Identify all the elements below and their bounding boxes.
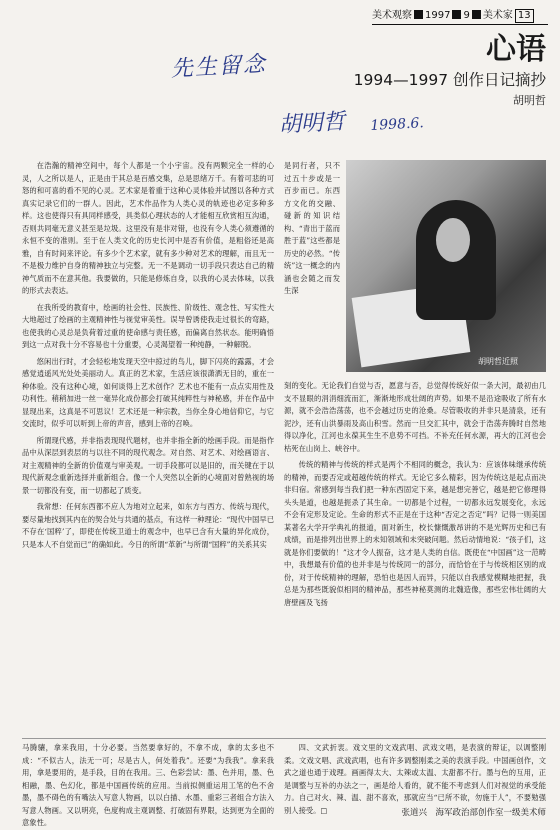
author-photo [346, 160, 546, 372]
header-strip [372, 8, 548, 24]
body-column-narrow [284, 160, 340, 378]
paragraph: 我常想：任何东西都不应人为地对立起来，如东方与西方、传统与现代，要尽量地找到其内在的契合处与共通的基点，有这样一种理论：“现代中国早已不存在‘国粹’了，即使在传统卫道士的观念中，也早已含有大量的异化成份，只是本人不自觉而已”的确如此。今日的所谓“革新”与所谓“国粹”的关系其实 [22, 502, 274, 549]
paragraph: 在我所受的教育中，绘画的社会性、民族性、阶级性、观念性、写实性大大地超过了绘画的主观精神性与视觉审美性。误导曾诱使我走过很长的弯路，也使我的心灵总是负荷着过重的使命感与责任感，而偏离自然状态。能明确悟到这一点对我十分不容易也十分重要，心灵渴望着一种纯静，一种解脱。 [22, 302, 274, 349]
handwritten-signature: 胡明哲 [278, 109, 346, 138]
second-article-left [22, 742, 274, 827]
magazine-name: 美术观察 [372, 10, 412, 21]
header-divider [372, 24, 548, 25]
paragraph: 是同行者，只不过五十步或是一百步而已。东西方文化的交融、碰新的知识结构、“青出于蓝而胜于蓝”这些都是历史的必然。“传统”这一概念的内涵也会随之而发生深 [284, 161, 340, 295]
square-bullet-icon [472, 10, 481, 19]
photo-caption: 胡明哲近照 [478, 357, 518, 366]
handwritten-dedication: 先生留念 [170, 51, 268, 82]
paragraph: 所谓现代感，并非指表现现代题材，也并非指全新的绘画手段。而是指作品中从深层到表层的与以往不同的现代观念。对自然、对艺术、对绘画语言、对主观精神的全新的价值观与审美观。一切手段都可以是旧的，而关键在于以现代新观念重新选择并重新组合。像一个人突然以全新的心境面对曾熟视的场景一切都没有变，而一切都起了质变。 [22, 435, 274, 495]
paragraph: 悠闲出行时，才会轻松地发现天空中掠过的鸟儿，脚下闪亮的露露，才会感觉逍遥风光处处美丽动人。真正的艺术家，生活应该很潇洒无目的，重在一种体验。没有这种心境，如何谈得上艺术创作？艺术也不能有一点点实用性及功利性。稍稍加进一丝一毫异化成份都会打破其纯粹性与神秘感，并在作品中显现出来，这真是不可思议！艺术还是一种宗教，当你全身心地信仰它，与它交流时，似乎可以听到上帝的声音，感到上帝的召唤。 [22, 356, 274, 428]
paragraph: 马腾骧，拿来我用，十分必要。当然要拿好的，不拿不成，拿的太多也不成：“不似古人，法无一可；尽是古人，何处着我”。还要“为我我”。拿来我用，拿是要用的，是手段，目的在我用。三、色彩尝试：墨、色并用，墨、色相融，墨、色幻化，都是中国画传统的应用。当前拟侧重运用工笔的色不舍墨，墨不碍色的有嘴法入写意人物画，以以白描、水墨、重彩三者组合方法入写意人物画。又以明亮，色度构成主观调整、打破固有界限，达到更为全面的意象性。 [22, 743, 274, 827]
paragraph: 四、文武折衷。戏文里的文戏武唱、武戏文唱，是表演的辩证，以调整刚柔。文戏文唱、武戏武唱，也有许多调整刚柔之美的表演手段。中国画创作，文武之道也通于戏理。画画得太大、太辣或太温、太甜都不行。墨与色的互用，正是调整与互补的办法之一，画是给人看的，就不能不考虑到人们对视觉的承受能力。自己对火、辣、温、甜不喜欢，那就应当“已所不欲，勿施于人”，不要勉强别人接受。□ [284, 743, 546, 815]
paragraph: 刻的变化。无论我们自觉与否，愿意与否，总觉得传统好似一条大河，最初由几支不显眼的涓涓细流而汇，渐渐地形成壮阔的声势。如果不是沿途吸收了所有水源，就不会浩浩荡荡，也不会越过历史的沧桑。尽管吸收的并非只是清泉，还有泥沙，还有山洪暴雨及高山积雪。然而一旦交汇其中，就会于浩荡奔腾时自然地得以净化，江河也永葆其生生不息势不可挡。不补充任何水源，再大的江河也会枯死在山岗上、峡谷中。 [284, 381, 546, 453]
author-credit: 张道兴 海军政治部创作室一级美术师 [401, 808, 546, 818]
body-column-left [22, 160, 274, 738]
issue-number: 9 [463, 10, 470, 21]
article-title: 心语 [486, 32, 546, 67]
paragraph: 传统的精神与传统的样式是两个不相同的概念，我认为：应该体味继承传统的精神，而要否定或超越传统的样式。无论它多么精彩，因为传统这是起点而决非归宿。常感到每当我们把一种东西固定下来，越是想完善它，越是把它修理得头头是道，也越是扼杀了其生命。一切都是个过程，一切都永远发展变化，永远不会有定形及定论。生命的形式不正是在于这种“否定之否定”吗？记得一则美国某著名大学开学典礼的报道，面对新生，校长慷慨激昂讲的不是光辉历史和已有成绩，而是排列出世界上的未知领域和未突破问题。然后动情地说：“孩子们，这就是你们要做的！”这才令人振奋，这才是人类的自信。既使在“中国画”这一范畴中，我想最有价值的也并非是与传统同一的部分，而恰恰在于与传统相区别的成份，对于传统精神的理解，恐怕也是因人而异，只能以自我感觉模糊地把握，我总是为那些既貌似相同的精神品，那些神秘莫测的北魏造像，那些宏伟壮阔的大唐壁画及飞扬 [284, 460, 546, 607]
paragraph: 在浩瀚的精神空间中，每个人都是一个小宇宙。没有两颗完全一样的心灵，人之所以是人，正是由于其总是百感交集，总是思绪万千。有着可悲的可怒的和可喜的看不见的心灵。艺术家是着重于这种心灵体验并试图以各种方式真实记录它们的一群人。因此，艺术作品作为人类心灵的轨迹也必定多种多样。这也使得只有具同样感受，具类似心理状态的人才能相互欣赏相互沟通，否则共同毫无意义甚至是垃圾。这里没有是非对错，也没有令人类心须遵循的永恒不变的准则。至于在人类文化的历史长河中是否有价值，是粗俗还是高雅，自有时间来评论。有多少个艺术家，就有多少种对艺术的理解，而且无一不是极力维护自身的精神独立与完整。无一不是调动一切手段只表达自己的精神气质而不在意其他。我要做的，只能是修炼自身，以我的心灵去体味，以我的形式去表达。 [22, 161, 274, 295]
square-bullet-icon [414, 10, 423, 19]
body-column-right [284, 380, 546, 740]
section-divider [22, 738, 546, 739]
handwritten-date: 1998.6. [370, 115, 425, 134]
square-bullet-icon [452, 10, 461, 19]
photo-face-shape [436, 218, 470, 262]
article-subtitle: 1994—1997 创作日记摘抄 [353, 71, 546, 89]
section-name: 美术家 [482, 10, 513, 21]
issue-year: 1997 [425, 10, 451, 21]
page-number: 13 [515, 9, 534, 23]
article-author: 胡明哲 [513, 94, 546, 107]
